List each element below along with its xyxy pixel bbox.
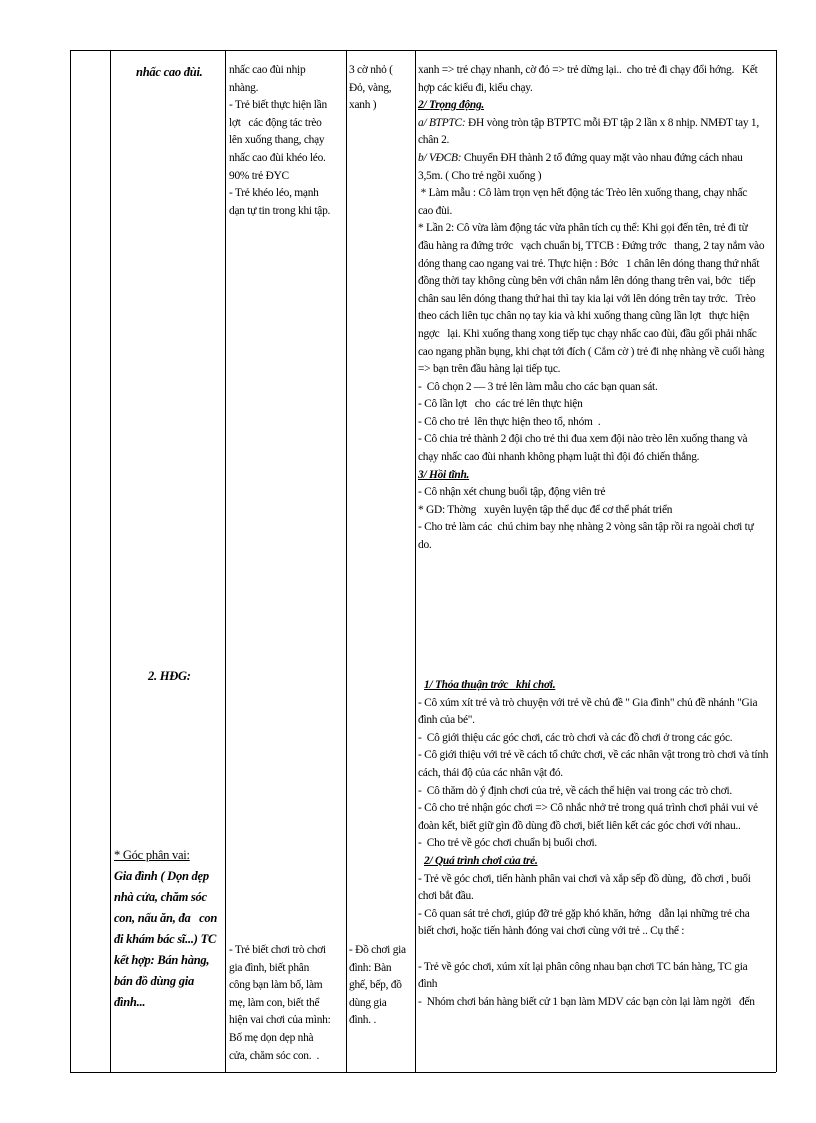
- process-line: biết chơi, hoặc tiến hành đóng vai chơi cùng với trẻ .. Cụ thể :: [418, 925, 685, 938]
- process-line: dóng thang cao ngang vai trẻ. Thực hiện : Bớc 1 chân lên dóng thang thứ nhất: [418, 257, 760, 270]
- material-line: dùng gia: [349, 996, 387, 1009]
- process-line: - Trẻ về góc chơi, tiến hành phân vai chơi và xắp sếp đồ dùng, đồ chơi , buổi: [418, 872, 751, 885]
- table-border-left: [70, 50, 71, 1072]
- goal-line: - Trẻ biết chơi trò chơi: [229, 944, 326, 956]
- process-line: - Cô chọn 2 — 3 trẻ lên làm mẫu cho các bạn quan sát.: [418, 380, 658, 393]
- process-line: - Trẻ về góc chơi, xúm xít lại phân công nhau bạn chơi TC bán hàng, TC gia: [418, 960, 748, 973]
- material-line: - Đồ chơi gia: [349, 944, 406, 956]
- section-title: 2/ Trọng động.: [418, 99, 485, 112]
- process-line: * Làm mẫu : Cô làm trọn vẹn hết động tác Trèo lên xuống thang, chạy nhấc: [418, 187, 748, 200]
- process-line: đình của bé".: [418, 714, 475, 727]
- process-line: 3,5m. ( Cho trẻ ngồi xuống ): [418, 169, 542, 182]
- goal-line: nhàng.: [229, 81, 259, 94]
- process-line: - Cô nhận xét chung buổi tập, động viên trẻ: [418, 486, 606, 499]
- process-line: - Cho trẻ về góc chơi chuẩn bị buổi chơi.: [418, 837, 598, 850]
- section-title: 3/ Hồi tĩnh.: [418, 468, 470, 481]
- corner-line: kết hợp: Bán hàng,: [114, 953, 210, 967]
- process-line: [418, 150, 776, 168]
- process-line: [418, 941, 776, 959]
- sub-text: ĐH vòng tròn tập BTPTC mỗi ĐT tập 2 lần x 8 nhịp. NMĐT tay 1,: [465, 116, 759, 129]
- goal-line: - Trẻ biết thực hiện lần: [229, 99, 327, 112]
- process-line: xanh => trẻ chạy nhanh, cờ đỏ => trẻ dừng lại.. cho trẻ đi chạy đổi hớng. Kết: [418, 64, 758, 76]
- process-line: => bạn trên đầu hàng lại tiếp tục.: [418, 363, 561, 376]
- process-line: - Cô quan sát trẻ chơi, giúp đỡ trẻ gặp khó khăn, hớng dẫn lại những trẻ cha: [418, 907, 750, 920]
- goal-line: nhấc cao đùi khéo léo.: [229, 151, 326, 164]
- process-line: [418, 115, 776, 133]
- process-line: chân sau lên dóng thang thứ hai thì tay kia lại với lên dóng trên tay trớc. Trèo: [418, 292, 756, 305]
- corner-line: đình...: [114, 995, 146, 1009]
- process-line: * GD: Thờng xuyên luyện tập thể dục để cơ thể phát triển: [418, 503, 673, 516]
- process-line: cách, thái độ của các nhân vật đó.: [418, 766, 563, 779]
- goal-line: hiện vai chơi của mình:: [229, 1014, 331, 1027]
- process-line: - Cô xúm xít trẻ và trò chuyện với trẻ về chủ đề " Gia đình" chủ đề nhánh "Gia: [418, 696, 758, 709]
- goal-line: - Trẻ khéo léo, mạnh: [229, 187, 319, 200]
- activity-2-heading: 2. HĐG:: [148, 669, 191, 683]
- process-line: - Nhóm chơi bán hàng biết cử 1 bạn làm MDV các bạn còn lại làm ngời đến: [418, 995, 755, 1008]
- process-line: - Cô giới thiệu các góc chơi, các trò chơi và các đồ chơi ở trong các góc.: [418, 731, 733, 744]
- process-line: hợp các kiểu đi, kiểu chạy.: [418, 81, 533, 94]
- activity-2-corner-cell: [114, 845, 218, 1013]
- goal-line: cửa, chăm sóc con. .: [229, 1049, 320, 1062]
- table-border-bottom: [70, 1072, 776, 1073]
- process-line: chơi bắt đầu.: [418, 890, 474, 903]
- table-column-divider: [225, 50, 226, 1072]
- corner-line: bán đồ dùng gia: [114, 974, 194, 988]
- process-line: đồng thời tay không cùng bên với chân nắm lên dóng thang trên vai, bớc tiếp: [418, 275, 756, 288]
- goal-line: Bố mẹ dọn dẹp nhà: [229, 1031, 314, 1044]
- section-title: 1/ Thỏa thuận trớc khi chơi.: [424, 679, 556, 691]
- goal-line: dạn tự tin trong khi tập.: [229, 204, 331, 217]
- process-line: cao ngang phần bụng, khi chạt tới đích ( Cắm cờ ) trẻ đi nhẹ nhàng về cuối hàng: [418, 345, 765, 358]
- material-line: Đỏ, vàng,: [349, 81, 392, 94]
- sub-label: b/ VĐCB:: [418, 151, 462, 164]
- activity-1-name-cell: [114, 62, 218, 83]
- activity-1-process-cell: [418, 62, 776, 555]
- process-line: đình: [418, 978, 438, 991]
- process-line: đầu hàng ra đứng trớc vạch chuẩn bị, TTCB : Đứng trớc thang, 2 tay nắm vào: [418, 239, 765, 252]
- corner-line: Gia đình ( Dọn dẹp: [114, 869, 209, 883]
- process-line: - Cô chia trẻ thành 2 đội cho trẻ thi đua xem đội nào trèo lên xuống thang và: [418, 433, 748, 446]
- material-line: đình. .: [349, 1014, 377, 1027]
- material-line: 3 cờ nhỏ (: [349, 64, 393, 76]
- goal-line: lợt các động tác trèo: [229, 116, 322, 129]
- corner-line: đi khám bác sĩ...) TC: [114, 932, 217, 946]
- goal-line: công bạn làm bố, làm: [229, 979, 323, 992]
- process-line: - Cô thăm dò ý định chơi của trẻ, về cách thể hiện vai trong các trò chơi.: [418, 784, 733, 797]
- sub-label: a/ BTPTC:: [418, 116, 466, 129]
- activity-1-goals-cell: [229, 62, 347, 220]
- process-line: chân 2.: [418, 134, 450, 147]
- material-line: xanh ): [349, 99, 377, 112]
- process-line: - Cô cho trẻ nhận góc chơi => Cô nhắc nhở trẻ trong quá trình chơi phải vui vẻ: [418, 802, 758, 815]
- process-line: cao đùi.: [418, 204, 453, 217]
- activity-1-materials-cell: [349, 62, 415, 115]
- material-line: đình: Bàn: [349, 961, 392, 974]
- process-line: theo cách liên tục chân nọ tay kia và khi xuống thang cũng lần lợt thực hiện: [418, 310, 750, 323]
- goal-line: gia đình, biết phân: [229, 961, 310, 974]
- goal-line: mẹ, làm con, biết thể: [229, 996, 320, 1009]
- process-line: do.: [418, 539, 432, 552]
- process-line: - Cô cho trẻ lên thực hiện theo tổ, nhóm .: [418, 415, 601, 428]
- corner-line: con, nấu ăn, đa con: [114, 911, 218, 925]
- section-title: 2/ Quá trình chơi của trẻ.: [424, 854, 538, 867]
- table-border-right: [776, 50, 777, 1072]
- corner-line: nhà cửa, chăm sóc: [114, 890, 207, 904]
- process-line: * Lần 2: Cô vừa làm động tác vừa phân tích cụ thể: Khi gọi đến tên, trẻ đi từ: [418, 222, 748, 235]
- process-line: - Cho trẻ làm các chú chim bay nhẹ nhàng 2 vòng sân tập rồi ra ngoài chơi tự: [418, 521, 754, 534]
- corner-title: * Góc phân vai:: [114, 848, 190, 862]
- activity-2-process-cell: [418, 677, 776, 1011]
- goal-line: 90% trẻ ĐYC: [229, 169, 289, 182]
- sub-text: Chuyển ĐH thành 2 tổ đứng quay mặt vào nhau đứng cách nhau: [461, 151, 743, 164]
- process-line: - Cô lần lợt cho các trẻ lên thực hiện: [418, 398, 583, 411]
- activity-2-heading-cell: [114, 666, 218, 687]
- material-line: ghế, bếp, đồ: [349, 979, 402, 992]
- table-column-divider: [415, 50, 416, 1072]
- goal-line: nhấc cao đùi nhịp: [229, 64, 306, 76]
- table-border-top: [70, 50, 776, 51]
- process-line: - Cô giới thiệu với trẻ về cách tổ chức chơi, về các nhân vật trong trò chơi và tính: [418, 749, 769, 762]
- process-line: chạy nhấc cao đùi nhanh không phạm luật thì đội đó chiến thắng.: [418, 451, 700, 464]
- goal-line: lên xuống thang, chạy: [229, 134, 325, 147]
- activity-1-name: nhấc cao đùi.: [136, 65, 203, 79]
- activity-2-goals-cell: [229, 942, 347, 1065]
- process-line: ngợc lại. Khi xuống thang xong tiếp tục chạy nhấc cao đùi, đầu gối phải nhấc: [418, 327, 757, 340]
- table-column-divider: [110, 50, 111, 1072]
- activity-2-materials-cell: [349, 942, 415, 1030]
- process-line: đoàn kết, biết giữ gìn đồ dùng đồ chơi, biết liên kết các góc chơi với nhau..: [418, 819, 741, 832]
